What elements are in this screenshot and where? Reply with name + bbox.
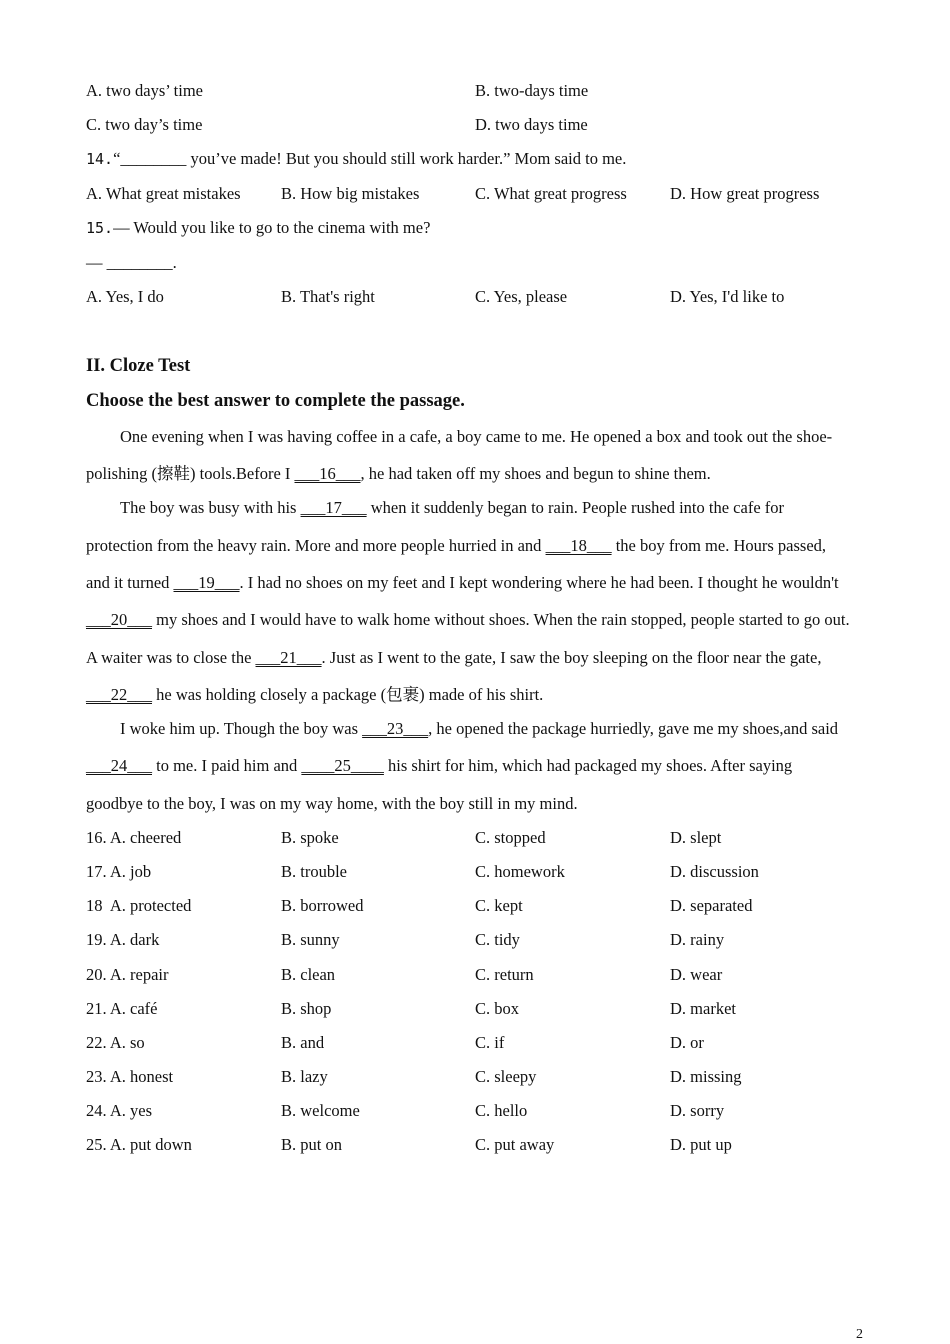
answer-row-17 <box>0 861 950 883</box>
q15-stem: — Would you like to go to the cinema with me? <box>113 218 431 237</box>
option-d[interactable]: D. discussion <box>670 862 759 881</box>
passage-line-11: goodbye to the boy, I was on my way home, with the boy still in my mind. <box>86 794 578 813</box>
option-b[interactable]: B. borrowed <box>281 896 364 915</box>
q15-options <box>0 286 950 308</box>
passage-text: . I had no shoes on my feet and I kept wondering where he had been. I thought he wouldn't <box>239 573 839 592</box>
option-a[interactable]: 21. A. café <box>86 999 158 1018</box>
answer-row-18 <box>0 895 950 917</box>
passage-text: polishing (擦鞋) tools.Before I <box>86 464 295 483</box>
passage-line-1: One evening when I was having coffee in a cafe, a boy came to me. He opened a box and took out the shoe- <box>120 427 833 446</box>
q13-options-row-1 <box>0 80 950 102</box>
blank-23: ___23___ <box>362 719 429 738</box>
answer-row-22 <box>0 1032 950 1054</box>
section-instruction: Choose the best answer to complete the passage. <box>86 391 465 411</box>
q13-option-d[interactable]: D. two days time <box>475 115 588 134</box>
passage-text: when it suddenly began to rain. People rushed into the cafe for <box>366 498 785 517</box>
answer-row-16 <box>0 827 950 849</box>
option-a[interactable]: 23. A. honest <box>86 1067 174 1086</box>
option-c[interactable]: C. tidy <box>475 930 520 949</box>
option-b[interactable]: B. trouble <box>281 862 347 881</box>
option-b[interactable]: B. clean <box>281 965 336 984</box>
option-d[interactable]: D. market <box>670 999 736 1018</box>
passage-text: The boy was busy with his <box>120 498 301 517</box>
option-c[interactable]: C. box <box>475 999 520 1018</box>
q14-question <box>86 148 626 170</box>
option-a[interactable]: 24. A. yes <box>86 1101 152 1120</box>
option-a[interactable]: 22. A. so <box>86 1033 145 1052</box>
option-b[interactable]: B. shop <box>281 999 332 1018</box>
option-c[interactable]: C. hello <box>475 1101 528 1120</box>
q14-stem: “________ you’ve made! But you should still work harder.” Mom said to me. <box>113 149 627 168</box>
option-b[interactable]: B. put on <box>281 1135 342 1154</box>
passage-text: he was holding closely a package (包裹) made of his shirt. <box>152 685 544 704</box>
q14-option-b[interactable]: B. How big mistakes <box>281 184 420 203</box>
option-a[interactable]: 20. A. repair <box>86 965 169 984</box>
option-b[interactable]: B. lazy <box>281 1067 328 1086</box>
passage-text: his shirt for him, which had packaged my shoes. After saying <box>383 756 793 775</box>
page-number: 2 <box>856 1327 863 1342</box>
passage-text: and it turned <box>86 573 174 592</box>
option-d[interactable]: D. rainy <box>670 930 725 949</box>
answer-row-25 <box>0 1134 950 1156</box>
option-c[interactable]: C. put away <box>475 1135 555 1154</box>
blank-16: ___16___ <box>294 464 361 483</box>
q14-option-d[interactable]: D. How great progress <box>670 184 820 203</box>
option-c[interactable]: C. sleepy <box>475 1067 537 1086</box>
passage-line-2 <box>86 463 711 485</box>
passage-text: I woke him up. Though the boy was <box>120 719 363 738</box>
q15-question <box>86 217 430 239</box>
answer-row-19 <box>0 929 950 951</box>
option-d[interactable]: D. slept <box>670 828 722 847</box>
option-a[interactable]: 18 A. protected <box>86 896 192 915</box>
blank-24: ___24___ <box>86 756 152 775</box>
passage-text: , he had taken off my shoes and begun to shine them. <box>360 464 711 483</box>
q15-option-b[interactable]: B. That's right <box>281 287 375 306</box>
answer-row-21 <box>0 998 950 1020</box>
q13-option-c[interactable]: C. two day’s time <box>86 115 203 134</box>
q14-options <box>0 183 950 205</box>
option-c[interactable]: C. kept <box>475 896 523 915</box>
q15-option-a[interactable]: A. Yes, I do <box>86 287 164 306</box>
q15-option-d[interactable]: D. Yes, I'd like to <box>670 287 785 306</box>
passage-line-6 <box>86 609 850 631</box>
q13-options-row-2 <box>0 114 950 136</box>
option-c[interactable]: C. stopped <box>475 828 546 847</box>
option-b[interactable]: B. sunny <box>281 930 340 949</box>
option-d[interactable]: D. separated <box>670 896 753 915</box>
passage-text: my shoes and I would have to walk home without shoes. When the rain stopped, people started to go out. <box>152 610 850 629</box>
option-b[interactable]: B. and <box>281 1033 325 1052</box>
option-c[interactable]: C. return <box>475 965 534 984</box>
answer-row-24 <box>0 1100 950 1122</box>
blank-20: ___20___ <box>86 610 152 629</box>
passage-line-9 <box>86 718 838 740</box>
blank-19: ___19___ <box>173 573 240 592</box>
passage-line-3 <box>86 497 784 519</box>
option-a[interactable]: 16. A. cheered <box>86 828 182 847</box>
blank-17: ___17___ <box>300 498 367 517</box>
passage-line-4 <box>86 535 826 557</box>
option-c[interactable]: C. homework <box>475 862 565 881</box>
blank-25: ____25____ <box>301 756 384 775</box>
passage-text: , he opened the package hurriedly, gave me my shoes,and said <box>428 719 839 738</box>
answer-row-20 <box>0 964 950 986</box>
option-b[interactable]: B. spoke <box>281 828 339 847</box>
option-a[interactable]: 17. A. job <box>86 862 152 881</box>
q13-option-a[interactable]: A. two days’ time <box>86 81 204 100</box>
q14-option-a[interactable]: A. What great mistakes <box>86 184 241 203</box>
passage-line-10 <box>86 755 792 777</box>
q14-number: 14. <box>86 150 114 168</box>
option-b[interactable]: B. welcome <box>281 1101 360 1120</box>
option-a[interactable]: 19. A. dark <box>86 930 160 949</box>
q15-number: 15. <box>86 219 114 237</box>
passage-text: the boy from me. Hours passed, <box>611 536 827 555</box>
option-d[interactable]: D. missing <box>670 1067 742 1086</box>
blank-22: ___22___ <box>86 685 152 704</box>
option-c[interactable]: C. if <box>475 1033 505 1052</box>
blank-18: ___18___ <box>545 536 612 555</box>
q14-option-c[interactable]: C. What great progress <box>475 184 627 203</box>
option-d[interactable]: D. or <box>670 1033 704 1052</box>
passage-line-5 <box>86 572 839 594</box>
option-d[interactable]: D. put up <box>670 1135 732 1154</box>
passage-text: A waiter was to close the <box>86 648 256 667</box>
q15-option-c[interactable]: C. Yes, please <box>475 287 568 306</box>
section-title: II. Cloze Test <box>86 356 191 376</box>
answer-row-23 <box>0 1066 950 1088</box>
passage-text: . Just as I went to the gate, I saw the boy sleeping on the floor near the gate, <box>321 648 822 667</box>
passage-text: protection from the heavy rain. More and more people hurried in and <box>86 536 546 555</box>
blank-21: ___21___ <box>255 648 322 667</box>
passage-line-7 <box>86 647 821 669</box>
passage-line-8 <box>86 684 543 706</box>
option-d[interactable]: D. wear <box>670 965 723 984</box>
passage-text: to me. I paid him and <box>152 756 302 775</box>
q15-reply: — ________. <box>86 253 177 272</box>
q13-option-b[interactable]: B. two-days time <box>475 81 589 100</box>
option-a[interactable]: 25. A. put down <box>86 1135 192 1154</box>
option-d[interactable]: D. sorry <box>670 1101 725 1120</box>
